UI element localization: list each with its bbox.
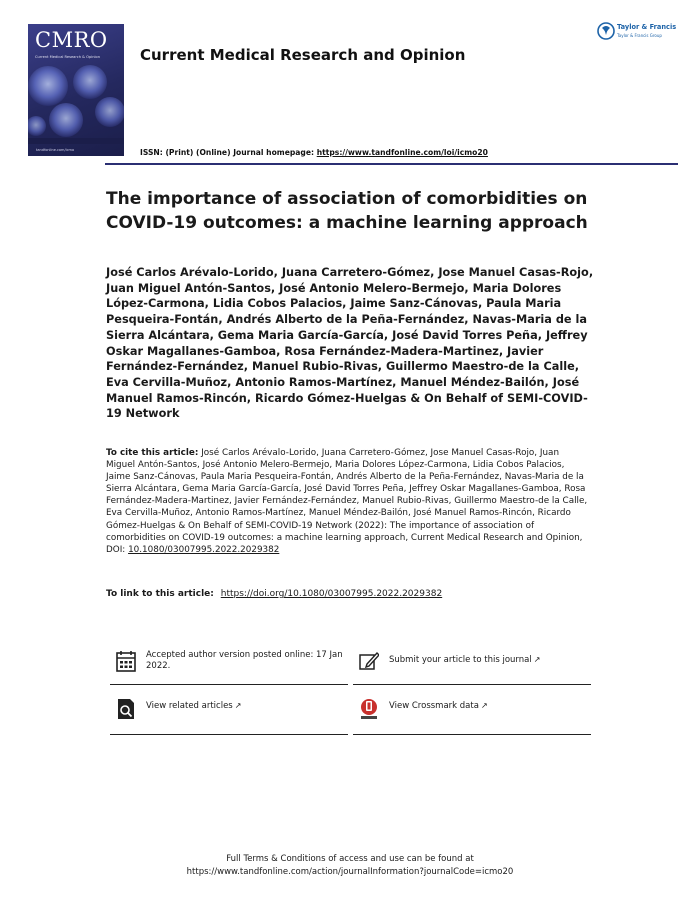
publisher-name: Taylor & Francis [617, 23, 677, 31]
external-link-icon: ↗ [533, 655, 541, 664]
cover-subtitle: Current Medical Research & Opinion [35, 55, 100, 59]
citation-block [106, 447, 590, 556]
terms-footer-line-1: Full Terms & Conditions of access and use can be found at [226, 854, 474, 864]
article-title: The importance of association of comorbidities on COVID-19 outcomes: a machine learning approach [106, 189, 588, 233]
journal-homepage-link[interactable]: https://www.tandfonline.com/loi/icmo20 [316, 148, 488, 157]
submit-article-text: Submit your article to this journal [389, 655, 532, 665]
cover-footer: tandfonline.com/icmo [36, 148, 75, 152]
document-search-icon [116, 698, 136, 720]
article-doi-link[interactable]: https://doi.org/10.1080/03007995.2022.2029382 [220, 589, 443, 599]
header-divider [105, 163, 678, 165]
terms-footer-link[interactable]: https://www.tandfonline.com/action/journalInformation?journalCode=icmo20 [186, 866, 514, 877]
citation-label: To cite this article: [106, 448, 199, 458]
citation-text: José Carlos Arévalo-Lorido, Juana Carretero-Gómez, Jose Manuel Casas-Rojo, Juan Miguel Antón-Santos, José Antonio Melero-Bermejo, Maria Dolores López-Carmona, Lidia Cobos Palacios, Jaime Sanz-Cánovas, Paula Maria Pesqueira-Fontán, Andrés Alberto de la Peña-Fernández, Navas-Maria de la Sierra Alcántara, Gema Maria García-García, José David Torres Peña, Jeffrey Oskar Magallanes-Gamboa, Rosa Fernández-Madera-Martinez, Javier Fernández-Fernández, Manuel Rubio-Rivas, Guillermo Maestro-de la Calle, Eva Cervilla-Muñoz, Antonio Ramos-Martínez, Manuel Méndez-Bailón, José Manuel Ramos-Rincón, Ricardo Gómez-Huelgas & On Behalf of SEMI-COVID-19 Network (2022): The importance of association of comorbidities on COVID-19 outcomes: a machine learning approach, Current Medical Research and Opinion, DOI: [106, 448, 588, 555]
publisher-group: Taylor & Francis Group [617, 33, 662, 38]
box-divider [110, 684, 348, 685]
journal-title: Current Medical Research and Opinion [140, 46, 466, 64]
cover-logo-text: CMRO [35, 28, 108, 52]
accepted-date-text: Accepted author version posted online: 17 Jan 2022. [146, 650, 343, 671]
box-divider [353, 734, 591, 735]
accepted-date-box [110, 640, 348, 686]
external-link-icon: ↗ [480, 701, 488, 710]
issn-line [140, 148, 488, 157]
journal-cover-image [28, 24, 124, 156]
article-link-label: To link to this article: [106, 589, 214, 599]
related-articles-text: View related articles [146, 701, 233, 711]
article-link-line [106, 589, 442, 599]
submit-article-link[interactable] [353, 640, 591, 686]
pencil-edit-icon [359, 650, 379, 672]
publisher-logo [597, 20, 687, 44]
cover-cells-illustration [28, 64, 124, 144]
crossmark-link[interactable] [353, 688, 591, 734]
citation-doi-link[interactable]: 10.1080/03007995.2022.2029382 [128, 544, 280, 555]
terms-footer [0, 853, 700, 878]
article-authors: José Carlos Arévalo-Lorido, Juana Carretero-Gómez, Jose Manuel Casas-Rojo, Juan Miguel Antón-Santos, José Antonio Melero-Bermejo, Maria Dolores López-Carmona, Lidia Cobos Palacios, Jaime Sanz-Cánovas, Paula Maria Pesqueira-Fontán, Andrés Alberto de la Peña-Fernández, Navas-Maria de la Sierra Alcántara, Gema Maria García-García, José David Torres Peña, Jeffrey Oskar Magallanes-Gamboa, Rosa Fernández-Madera-Martinez, Javier Fernández-Fernández, Manuel Rubio-Rivas, Guillermo Maestro-de la Calle, Eva Cervilla-Muñoz, Antonio Ramos-Martínez, Manuel Méndez-Bailón, José Manuel Ramos-Rincón, Ricardo Gómez-Huelgas & On Behalf of SEMI-COVID-19 Network [106, 266, 594, 421]
calendar-icon [116, 650, 136, 672]
box-divider [110, 734, 348, 735]
crossmark-icon [359, 698, 379, 720]
issn-label: ISSN: (Print) (Online) Journal homepage: [140, 148, 315, 157]
external-link-icon: ↗ [234, 701, 242, 710]
box-divider [353, 684, 591, 685]
taylor-francis-icon [597, 21, 615, 41]
crossmark-text: View Crossmark data [389, 701, 479, 711]
related-articles-link[interactable] [110, 688, 348, 734]
